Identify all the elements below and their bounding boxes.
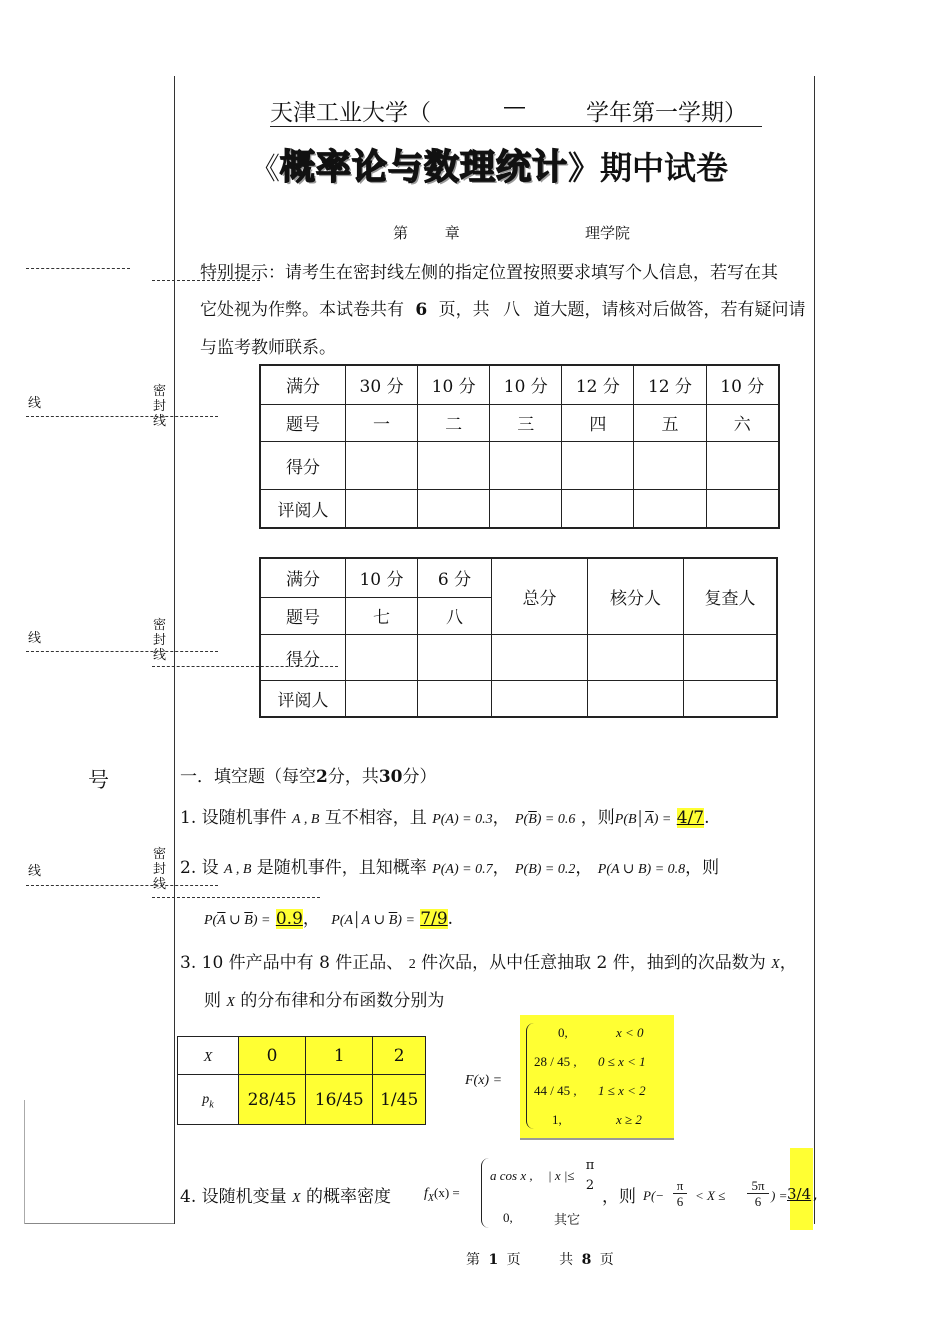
footer-ye2: 页 <box>599 1252 614 1268</box>
question-number-cell: 八 <box>418 597 492 634</box>
density-arg: (x) = <box>434 1185 460 1200</box>
q3-defects: 2 <box>408 957 416 972</box>
q4-pi-over-2 <box>583 1158 597 1193</box>
notice-text: 它处视为作弊。本试卷共有 <box>200 300 404 320</box>
q2-text: 是随机事件，且知概率 <box>256 858 427 878</box>
score-input-cell[interactable] <box>418 634 492 680</box>
score-table-1 <box>259 364 780 529</box>
q1-pa: P(A) = 0.3 <box>432 812 493 827</box>
q1-conditional: $P(B│\overline{A})$ = <box>614 812 672 827</box>
score-input-cell[interactable] <box>418 441 490 489</box>
distribution-table <box>177 1036 426 1125</box>
q4-case-2-cond: 其它 <box>554 1213 581 1228</box>
q4-variable: X <box>292 1191 301 1206</box>
row-label-question-number: 题号 <box>260 404 346 441</box>
q2-text: ，则 <box>685 858 720 878</box>
q1-events: A , B <box>292 812 320 827</box>
seal-dash <box>26 651 218 652</box>
cdf-brace <box>526 1023 535 1129</box>
full-score-cell: 10 分 <box>706 365 779 404</box>
footer-total-pages: 8 <box>581 1252 592 1268</box>
grader-input-cell[interactable] <box>346 680 418 717</box>
full-score-cell: 6 分 <box>418 558 492 597</box>
q4-case-1: a cos x , <box>490 1168 533 1183</box>
density-subscript: X <box>427 1192 434 1204</box>
chapter-label <box>393 222 460 243</box>
q2-pa: P(A) = 0.7 <box>432 862 493 877</box>
row-label-grader: 评阅人 <box>260 680 346 717</box>
q1-answer: 4/7 <box>676 808 705 828</box>
q2-pb: P(B) = 0.2 <box>514 862 576 877</box>
pi-numerator: π <box>583 1158 597 1174</box>
seal-dash <box>26 416 218 417</box>
question-number-cell: 三 <box>490 404 562 441</box>
q2-answer-2: 7/9 <box>420 909 448 929</box>
seal-mi-label: 密 <box>153 384 167 399</box>
x-symbol: X <box>203 1049 213 1065</box>
q3-text: 则 <box>204 991 221 1011</box>
footer-ye: 页 <box>506 1252 521 1268</box>
full-score-cell: 12 分 <box>634 365 706 404</box>
grader-input-cell[interactable] <box>706 489 779 528</box>
seal-dash <box>26 268 130 269</box>
dist-value-1: 1 <box>306 1037 373 1075</box>
full-score-cell: 10 分 <box>418 365 490 404</box>
score-input-cell[interactable] <box>346 634 418 680</box>
seal-xian-label: 线 <box>28 864 42 879</box>
cdf-case-2-cond: 0 ≤ x < 1 <box>598 1054 646 1069</box>
question-number-cell: 五 <box>634 404 706 441</box>
footer-page-number: 1 <box>488 1252 499 1268</box>
prob-open: P(− <box>643 1188 665 1203</box>
seal-feng-label: 封 <box>153 633 167 648</box>
score-table-2 <box>259 557 778 718</box>
university-term-line <box>270 92 762 127</box>
grader-input-cell[interactable] <box>588 680 684 717</box>
q4-answer-comma: , <box>813 1185 818 1203</box>
frac-den: 6 <box>754 1194 762 1209</box>
q1-pb: $P(\overline{B}) = 0.6$ <box>514 812 576 827</box>
grader-input-cell[interactable] <box>418 680 492 717</box>
reviewer-label: 复查人 <box>684 558 778 634</box>
q4-case-2: 0, <box>503 1210 513 1225</box>
seal-xian2-label: 线 <box>153 414 167 429</box>
frac-num: 5π <box>747 1178 769 1194</box>
grader-input-cell[interactable] <box>684 680 778 717</box>
checker-input-cell[interactable] <box>588 634 684 680</box>
grader-input-cell[interactable] <box>346 489 418 528</box>
q3-text: 3. 10 件产品中有 8 件正品、 <box>180 953 404 973</box>
chapter-zhang: 章 <box>444 224 460 242</box>
question-number-cell: 四 <box>562 404 634 441</box>
question-2: 2. 设 A , B 是随机事件，且知概率 P(A) = 0.7， P(B) = 0.2， P(A ∪ B) = 0.8，则 <box>180 858 720 878</box>
q4-density-label <box>424 1185 460 1204</box>
section-1-heading <box>180 762 437 787</box>
cdf-label: F(x) = <box>465 1073 503 1088</box>
notice-text: 道大题，请核对后做答，若有疑问请 <box>533 300 806 320</box>
q2-expr-2: P(A│A ∪ $\overline{B}$) = <box>331 913 415 928</box>
frac-5pi-6 <box>747 1178 769 1209</box>
cdf-case-3-val: 44 / 45 , <box>534 1083 577 1098</box>
section-heading-text: 分，共 <box>327 767 379 787</box>
q2-answer-1: 0.9 <box>275 909 303 929</box>
seal-xian2-label: 线 <box>153 648 167 663</box>
frac-den: 6 <box>676 1194 684 1209</box>
score-input-cell[interactable] <box>490 441 562 489</box>
row-label-full-score: 满分 <box>260 558 346 597</box>
two-denominator: 2 <box>585 1178 595 1193</box>
cdf-case-1-val: 0, <box>558 1025 568 1040</box>
points-per-blank: 2 <box>316 767 328 787</box>
score-input-cell[interactable] <box>634 441 706 489</box>
term-label: 学年第一学期） <box>586 100 747 126</box>
cdf-case-3-cond: 1 ≤ x < 2 <box>598 1083 646 1098</box>
page-footer <box>466 1249 614 1269</box>
reviewer-input-cell[interactable] <box>684 634 778 680</box>
question-3-line-2 <box>204 986 444 1011</box>
q2-text: 2. 设 <box>180 858 219 878</box>
dist-value-0: 0 <box>239 1037 306 1075</box>
university-name: 天津工业大学（ <box>270 100 431 126</box>
q2-events: A , B <box>224 862 252 877</box>
score-input-cell[interactable] <box>562 441 634 489</box>
total-score-input-cell[interactable] <box>492 634 588 680</box>
question-2-answers: $P(\overline{A}$ ∪ $\overline{B}) = 0.9$， P(A│A ∪ $\overline{B}) = 7/9$. <box>204 909 454 929</box>
grader-input-cell[interactable] <box>492 680 588 717</box>
dist-prob-0: 28/45 <box>239 1075 306 1125</box>
full-score-cell: 10 分 <box>346 558 418 597</box>
outer-left-line <box>24 1100 25 1224</box>
q4-brace <box>481 1158 489 1228</box>
q4-text: 的概率密度 <box>306 1187 391 1207</box>
grader-input-cell[interactable] <box>562 489 634 528</box>
dist-header-pk <box>178 1075 239 1125</box>
q3-text: 的分布律和分布函数分别为 <box>240 991 445 1011</box>
notice-section-count: 八 <box>503 300 521 320</box>
grader-input-cell[interactable] <box>418 489 490 528</box>
dist-prob-1: 16/45 <box>306 1075 373 1125</box>
question-number-cell: 七 <box>346 597 418 634</box>
grader-input-cell[interactable] <box>490 489 562 528</box>
q3-text: 件次品，从中任意抽取 2 件，抽到的次品数为 <box>421 953 766 973</box>
seal-xian2-label: 线 <box>153 877 167 892</box>
frac-pi-6 <box>673 1178 687 1209</box>
q4-then: ，则 <box>602 1187 636 1207</box>
seal-mi-label: 密 <box>153 847 167 862</box>
checker-label: 核分人 <box>588 558 684 634</box>
section-heading-text: 分） <box>402 767 437 787</box>
pk-subscript: k <box>209 1099 214 1111</box>
q4-case-1-cond: | x |≤ <box>548 1168 575 1183</box>
footer-di: 第 <box>466 1252 480 1268</box>
full-score-cell: 10 分 <box>490 365 562 404</box>
bottom-margin-line <box>24 1223 174 1224</box>
seal-xian-label: 线 <box>28 631 42 646</box>
course-name: 概率论与数理统计 <box>280 148 569 188</box>
cdf-case-1-cond: x < 0 <box>616 1025 644 1040</box>
question-number-cell: 六 <box>706 404 779 441</box>
notice-line-1: 特别提示：请考生在密封线左侧的指定位置按照要求填写个人信息，若写在其 <box>200 263 778 283</box>
question-4 <box>180 1182 391 1207</box>
chapter-di: 第 <box>393 224 409 242</box>
row-label-question-number: 题号 <box>260 597 346 634</box>
question-1: 1. 设随机事件 A , B 互不相容，且 P(A) = 0.3， $P(\overline{B}) = 0.6$ ，则$P(B│\overline{A}) = 4/7$. <box>180 808 710 828</box>
row-label-score: 得分 <box>260 634 346 680</box>
question-number-cell: 一 <box>346 404 418 441</box>
seal-dash <box>26 885 218 886</box>
full-score-cell: 12 分 <box>562 365 634 404</box>
title-left-bracket: 《 <box>250 152 280 187</box>
year-dash: — <box>503 94 526 120</box>
right-margin-line <box>814 76 815 1224</box>
score-input-cell[interactable] <box>346 441 418 489</box>
full-score-cell: 30 分 <box>346 365 418 404</box>
density-f: f <box>424 1186 428 1201</box>
seal-feng-label: 封 <box>153 399 167 414</box>
grader-input-cell[interactable] <box>634 489 706 528</box>
q4-answer: 3/4 <box>787 1185 812 1203</box>
seal-mi-label: 密 <box>153 618 167 633</box>
q4-text: 4. 设随机变量 <box>180 1187 287 1207</box>
cdf-case-4-val: 1, <box>552 1112 562 1127</box>
notice-page-count: 6 <box>415 300 428 320</box>
exam-title <box>250 140 728 190</box>
section-total-points: 30 <box>378 767 403 787</box>
q2-expr-1: $P(\overline{A}$ ∪ $\overline{B}$) = <box>204 913 271 928</box>
school-name: 理学院 <box>585 224 631 242</box>
prob-close: ) = <box>771 1188 788 1203</box>
q1-text: 1. 设随机事件 <box>180 808 287 828</box>
pk-symbol: p <box>202 1092 210 1108</box>
q1-text: 互不相容，且 <box>324 808 427 828</box>
notice-line-2 <box>200 295 805 320</box>
row-label-full-score: 满分 <box>260 365 346 404</box>
question-3-line-1: 3. 10 件产品中有 8 件正品、 2 件次品，从中任意抽取 2 件，抽到的次品数为 X， <box>180 953 797 973</box>
row-label-grader: 评阅人 <box>260 489 346 528</box>
q1-text: ，则 <box>580 808 615 828</box>
cdf-case-2-val: 28 / 45 , <box>534 1054 577 1069</box>
notice-line-3: 与监考教师联系。 <box>200 338 336 358</box>
cdf-piecewise <box>520 1015 674 1140</box>
seal-dash <box>152 897 320 898</box>
score-input-cell[interactable] <box>706 441 779 489</box>
dist-value-2: 2 <box>373 1037 426 1075</box>
notice-text: 页，共 <box>438 300 490 320</box>
frac-num: π <box>673 1178 687 1194</box>
dist-header-x <box>178 1037 239 1075</box>
seal-xian-label: 线 <box>28 396 42 411</box>
cdf-case-4-cond: x ≥ 2 <box>616 1112 642 1127</box>
footer-gong: 共 <box>559 1252 574 1268</box>
q2-pab: P(A ∪ B) = 0.8 <box>597 862 686 877</box>
q3-variable: X <box>771 957 780 972</box>
total-score-label: 总分 <box>492 558 588 634</box>
section-heading-text: 一．填空题（每空 <box>180 767 316 787</box>
q3-variable: X <box>226 995 235 1010</box>
title-suffix: 》期中试卷 <box>568 149 729 187</box>
row-label-score: 得分 <box>260 441 346 489</box>
dist-prob-2: 1/45 <box>373 1075 426 1125</box>
left-margin-line <box>174 76 175 1224</box>
prob-lt: < X ≤ <box>695 1188 726 1203</box>
seal-feng-label: 封 <box>153 862 167 877</box>
question-number-cell: 二 <box>418 404 490 441</box>
student-id-label: 号 <box>88 768 109 792</box>
